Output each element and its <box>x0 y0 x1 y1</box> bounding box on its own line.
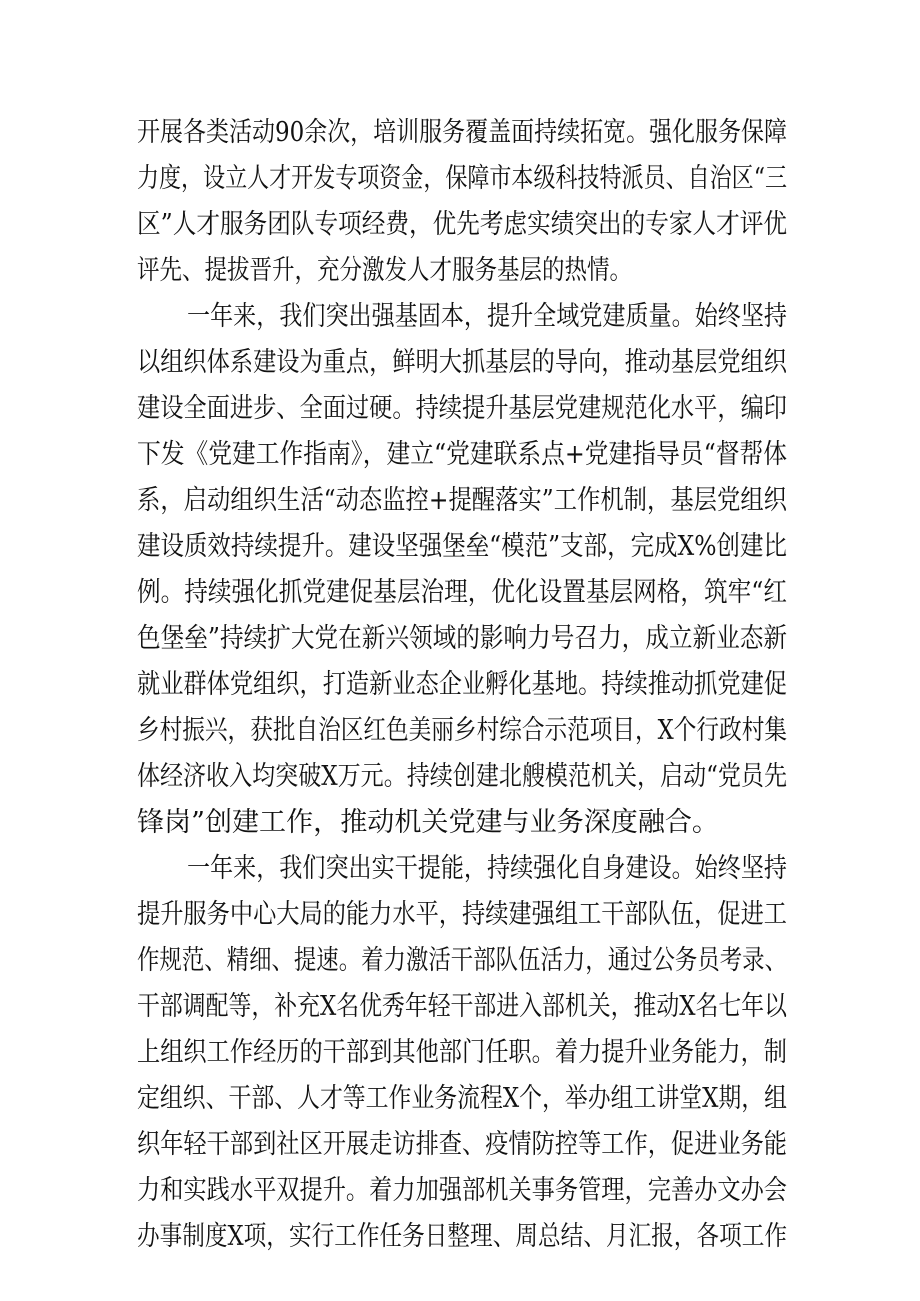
line-text: 建设全面进步、全面过硬。持续提升基层党建规范化水平，编印 <box>137 393 787 424</box>
line-text: 区”人才服务团队专项经费，优先考虑实绩突出的专家人才评优 <box>137 209 787 240</box>
line-text: 作规范、精细、提速。着力激活干部队伍活力，通过公务员考录、 <box>137 945 787 976</box>
text-line <box>0 937 920 985</box>
line-text: 提升服务中心大局的能力水平，持续建强组工干部队伍，促进工 <box>137 899 787 930</box>
text-line <box>0 109 920 157</box>
line-text: 建设质效持续提升。建设坚强堡垒“模范”支部，完成X%创建比 <box>137 531 787 562</box>
line-text: 上组织工作经历的干部到其他部门任职。着力提升业务能力，制 <box>137 1037 787 1068</box>
line-text: 力和实践水平双提升。着力加强部机关事务管理，完善办文办会 <box>137 1175 787 1206</box>
line-text: 一年来，我们突出强基固本，提升全域党建质量。始终坚持 <box>187 301 787 332</box>
text-line <box>0 753 920 801</box>
text-line <box>0 1121 920 1169</box>
line-text: 办事制度X项，实行工作任务日整理、周总结、月汇报，各项工作 <box>137 1221 787 1252</box>
text-line <box>0 661 920 709</box>
line-text: 乡村振兴，获批自治区红色美丽乡村综合示范项目，X个行政村集 <box>137 715 787 746</box>
text-line <box>0 1029 920 1077</box>
line-text: 干部调配等，补充X名优秀年轻干部进入部机关，推动X名七年以 <box>137 991 787 1022</box>
line-text: 定组织、干部、人才等工作业务流程X个，举办组工讲堂X期，组 <box>137 1083 787 1114</box>
line-text: 开展各类活动90余次，培训服务覆盖面持续拓宽。强化服务保障 <box>137 117 787 148</box>
text-line <box>0 615 920 663</box>
text-line <box>0 799 920 847</box>
line-text: 系，启动组织生活“动态监控+提醒落实”工作机制，基层党组织 <box>137 485 787 516</box>
line-text: 织年轻干部到社区开展走访排查、疫情防控等工作，促进业务能 <box>137 1129 787 1160</box>
text-line <box>0 431 920 479</box>
text-line <box>0 155 920 203</box>
line-text: 就业群体党组织，打造新业态企业孵化基地。持续推动抓党建促 <box>137 669 787 700</box>
line-text: 色堡垒”持续扩大党在新兴领域的影响力号召力，成立新业态新 <box>137 623 787 654</box>
text-line <box>0 293 920 341</box>
text-line <box>0 707 920 755</box>
line-text: 下发《党建工作指南》，建立“党建联系点+党建指导员“督帮体 <box>137 439 787 470</box>
line-text: 以组织体系建设为重点，鲜明大抓基层的导向，推动基层党组织 <box>137 347 787 378</box>
text-line <box>0 1167 920 1215</box>
text-line <box>0 247 920 295</box>
text-line <box>0 569 920 617</box>
line-text: 一年来，我们突出实干提能，持续强化自身建设。始终坚持 <box>187 853 787 884</box>
text-line <box>0 201 920 249</box>
text-line <box>0 339 920 387</box>
text-line <box>0 1213 920 1261</box>
line-text: 评先、提拔晋升，充分激发人才服务基层的热情。 <box>137 255 632 286</box>
text-line <box>0 385 920 433</box>
text-line <box>0 983 920 1031</box>
line-text: 例。持续强化抓党建促基层治理，优化设置基层网格，筑牢“红 <box>137 577 787 608</box>
text-line <box>0 523 920 571</box>
line-text: 锋岗”创建工作，推动机关党建与业务深度融合。 <box>137 807 719 838</box>
text-line <box>0 477 920 525</box>
text-line <box>0 891 920 939</box>
text-line <box>0 845 920 893</box>
line-text: 体经济收入均突破X万元。持续创建北艘模范机关，启动“党员先 <box>137 761 787 792</box>
text-line <box>0 1075 920 1123</box>
line-text: 力度，设立人才开发专项资金，保障市本级科技特派员、自治区“三 <box>137 163 787 194</box>
